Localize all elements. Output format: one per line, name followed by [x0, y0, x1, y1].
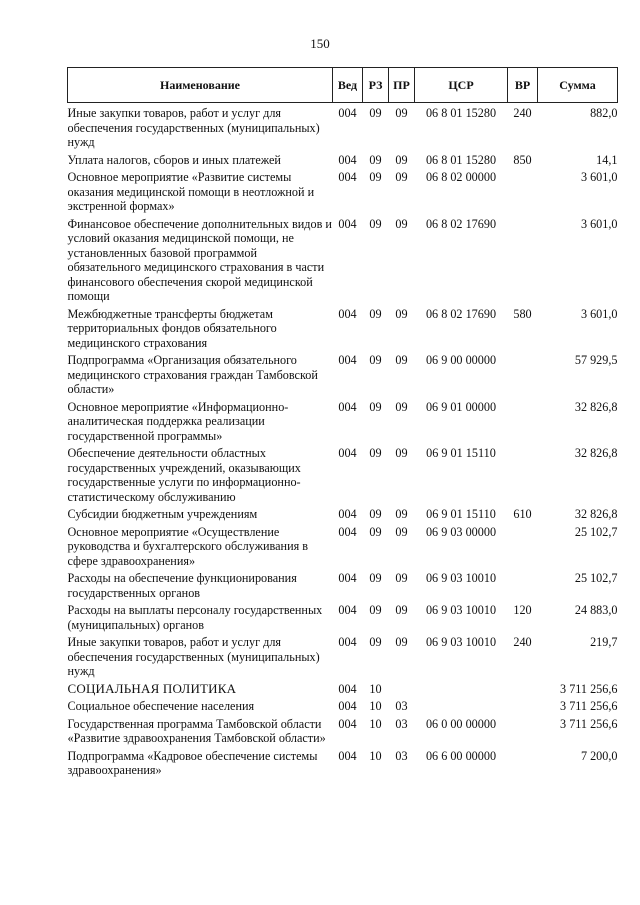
table-row: [68, 446, 618, 507]
cell-sum: 32 826,8: [574, 446, 618, 460]
cell-name: Основное мероприятие «Информационно-аналитическая поддержка реализации государственной программы»: [67, 399, 289, 443]
cell-csr: 06 9 01 15110: [426, 507, 496, 521]
cell-ved: 004: [338, 603, 357, 617]
cell-vr: [508, 400, 538, 447]
cell-name: Иные закупки товаров, работ и услуг для обеспечения государственных (муниципальных) нужд: [67, 106, 320, 149]
cell-ved: 004: [338, 106, 357, 120]
cell-csr: 06 0 00 00000: [425, 716, 497, 731]
cell-pr: 03: [395, 716, 408, 731]
cell-sum: 57 929,5: [574, 353, 618, 367]
table-row: [68, 749, 618, 781]
cell-name: СОЦИАЛЬНАЯ ПОЛИТИКА: [67, 680, 237, 696]
cell-csr: 06 8 02 17690: [425, 306, 497, 321]
cell-rz: 09: [369, 399, 382, 414]
cell-pr: 09: [395, 446, 408, 460]
cell-vr: [508, 446, 538, 507]
cell-csr: 06 8 02 00000: [425, 170, 497, 184]
cell-vr: [508, 699, 538, 717]
cell-rz: 09: [369, 603, 382, 617]
cell-pr: 03: [395, 699, 408, 713]
cell-rz: 09: [369, 152, 382, 167]
table-row: [68, 682, 618, 700]
cell-sum: 3 711 256,6: [560, 716, 618, 731]
cell-name: Уплата налогов, сборов и иных платежей: [67, 152, 281, 167]
cell-name: Расходы на обеспечение функционирования государственных органов: [67, 571, 297, 600]
cell-vr: 240: [513, 635, 532, 649]
cell-sum: 25 102,7: [574, 571, 618, 585]
cell-name: Государственная программа Тамбовской области «Развитие здравоохранения Тамбовской области»: [67, 716, 326, 745]
cell-ved: 004: [338, 681, 357, 696]
page-number: 150: [310, 36, 330, 51]
cell-csr: 06 9 00 00000: [425, 353, 497, 367]
table-row: [68, 699, 618, 717]
cell-vr: [508, 525, 538, 572]
cell-name: Расходы на выплаты персоналу государственных (муниципальных) органов: [67, 603, 323, 632]
cell-csr: 06 9 01 15110: [426, 446, 496, 460]
cell-sum: 3 601,0: [580, 216, 618, 231]
cell-rz: 09: [369, 571, 382, 585]
table-row: [68, 507, 618, 525]
cell-vr: [508, 170, 538, 217]
table-row: [68, 170, 618, 217]
table-row: [68, 103, 618, 153]
cell-sum: 14,1: [596, 152, 618, 167]
cell-pr: 09: [395, 353, 408, 367]
cell-csr: 06 6 00 00000: [425, 748, 497, 763]
cell-name: Основное мероприятие «Осуществление руководства и бухгалтерского обслуживания в сфере здравоохранения»: [67, 524, 308, 568]
table-row: [68, 525, 618, 572]
cell-ved: 004: [338, 306, 357, 321]
cell-name: Субсидии бюджетным учреждениям: [67, 507, 258, 521]
cell-name: Иные закупки товаров, работ и услуг для обеспечения государственных (муниципальных) нужд: [67, 635, 320, 678]
cell-pr: 03: [395, 748, 408, 763]
header-csr: ЦСР: [415, 68, 508, 103]
cell-pr: 09: [395, 524, 408, 539]
cell-sum: 7 200,0: [580, 748, 618, 763]
cell-csr: [415, 682, 508, 700]
cell-vr: 610: [513, 507, 532, 521]
cell-sum: 3 601,0: [580, 170, 618, 184]
table-row: [68, 635, 618, 682]
header-rz: РЗ: [363, 68, 389, 103]
header-pr: ПР: [389, 68, 415, 103]
budget-table: [67, 67, 618, 781]
header-sum: Сумма: [538, 68, 618, 103]
cell-ved: 004: [338, 635, 357, 649]
cell-sum: 3 601,0: [580, 306, 618, 321]
cell-ved: 004: [338, 399, 357, 414]
cell-name: Межбюджетные трансферты бюджетам территориальных фондов обязательного медицинского страхования: [67, 306, 277, 350]
cell-ved: 004: [338, 699, 357, 713]
header-ved: Вед: [333, 68, 363, 103]
cell-name: Подпрограмма «Организация обязательного медицинского страхования граждан Тамбовской области»: [67, 353, 318, 396]
cell-pr: 09: [395, 507, 408, 521]
cell-csr: 06 8 01 15280: [425, 106, 497, 120]
table-row: [68, 400, 618, 447]
cell-pr: 09: [395, 603, 408, 617]
cell-rz: 09: [369, 507, 382, 521]
cell-csr: 06 9 01 00000: [425, 399, 497, 414]
cell-rz: 10: [369, 748, 382, 763]
table-row: [68, 571, 618, 603]
cell-sum: 3 711 256,6: [560, 681, 618, 696]
cell-ved: 004: [338, 524, 357, 539]
cell-vr: [508, 571, 538, 603]
cell-name: Финансовое обеспечение дополнительных видов и условий оказания медицинской помощи, не установленных базовой программой обязательного медицинского страхования в части финансового обеспечения скорой медицинской помощи: [67, 216, 332, 303]
cell-name: Основное мероприятие «Развитие системы оказания медицинской помощи в неотложной и экстренной формах»: [67, 170, 315, 213]
cell-ved: 004: [338, 170, 357, 184]
header-vr: ВР: [508, 68, 538, 103]
cell-sum: 25 102,7: [574, 524, 618, 539]
table-header: [68, 68, 618, 103]
cell-csr: 06 9 03 10010: [425, 603, 497, 617]
cell-csr: 06 8 01 15280: [425, 152, 497, 167]
cell-vr: [508, 749, 538, 781]
cell-vr: 120: [513, 603, 532, 617]
table-row: [68, 307, 618, 354]
table-row: [68, 603, 618, 635]
table-row: [68, 153, 618, 171]
cell-sum: 3 711 256,6: [560, 699, 618, 713]
cell-rz: 09: [369, 216, 382, 231]
cell-ved: 004: [338, 716, 357, 731]
cell-vr: [508, 717, 538, 749]
cell-rz: 09: [369, 353, 382, 367]
cell-pr: 09: [395, 635, 408, 649]
cell-vr: [508, 353, 538, 400]
cell-pr: 09: [395, 106, 408, 120]
cell-rz: 10: [369, 699, 382, 713]
cell-csr: 06 9 03 10010: [425, 635, 497, 649]
cell-vr: 240: [513, 106, 532, 120]
cell-rz: 10: [369, 681, 382, 696]
cell-csr: [415, 699, 508, 717]
cell-ved: 004: [338, 507, 357, 521]
cell-name: Обеспечение деятельности областных государственных учреждений, оказывающих государственные услуги по информационно-статистическому обслуживанию: [67, 446, 301, 504]
cell-pr: 09: [395, 306, 408, 321]
cell-rz: 09: [369, 106, 382, 120]
cell-rz: 10: [369, 716, 382, 731]
table-row: [68, 217, 618, 307]
cell-rz: 09: [369, 635, 382, 649]
cell-ved: 004: [338, 152, 357, 167]
cell-csr: 06 9 03 00000: [425, 524, 497, 539]
cell-sum: 882,0: [590, 106, 618, 120]
cell-name: Подпрограмма «Кадровое обеспечение системы здравоохранения»: [67, 748, 318, 777]
cell-ved: 004: [338, 353, 357, 367]
table-row: [68, 353, 618, 400]
cell-pr: 09: [395, 170, 408, 184]
cell-sum: 219,7: [590, 635, 618, 649]
table-body: [68, 103, 618, 781]
cell-csr: 06 9 03 10010: [425, 571, 497, 585]
cell-rz: 09: [369, 446, 382, 460]
cell-ved: 004: [338, 216, 357, 231]
cell-vr: 580: [513, 306, 532, 321]
cell-sum: 32 826,8: [574, 399, 618, 414]
cell-pr: 09: [395, 152, 408, 167]
cell-ved: 004: [338, 446, 357, 460]
cell-sum: 32 826,8: [574, 507, 618, 521]
cell-pr: 09: [395, 216, 408, 231]
table-row: [68, 717, 618, 749]
cell-vr: 850: [513, 152, 532, 167]
cell-name: Социальное обеспечение населения: [67, 699, 255, 713]
cell-pr: 09: [395, 571, 408, 585]
cell-sum: 24 883,0: [574, 603, 618, 617]
header-name: Наименование: [68, 68, 333, 103]
cell-rz: 09: [369, 524, 382, 539]
cell-rz: 09: [369, 170, 382, 184]
cell-pr: [389, 682, 415, 700]
cell-vr: [508, 682, 538, 700]
cell-ved: 004: [338, 748, 357, 763]
cell-vr: [508, 217, 538, 307]
cell-pr: 09: [395, 399, 408, 414]
cell-rz: 09: [369, 306, 382, 321]
cell-ved: 004: [338, 571, 357, 585]
cell-csr: 06 8 02 17690: [425, 216, 497, 231]
